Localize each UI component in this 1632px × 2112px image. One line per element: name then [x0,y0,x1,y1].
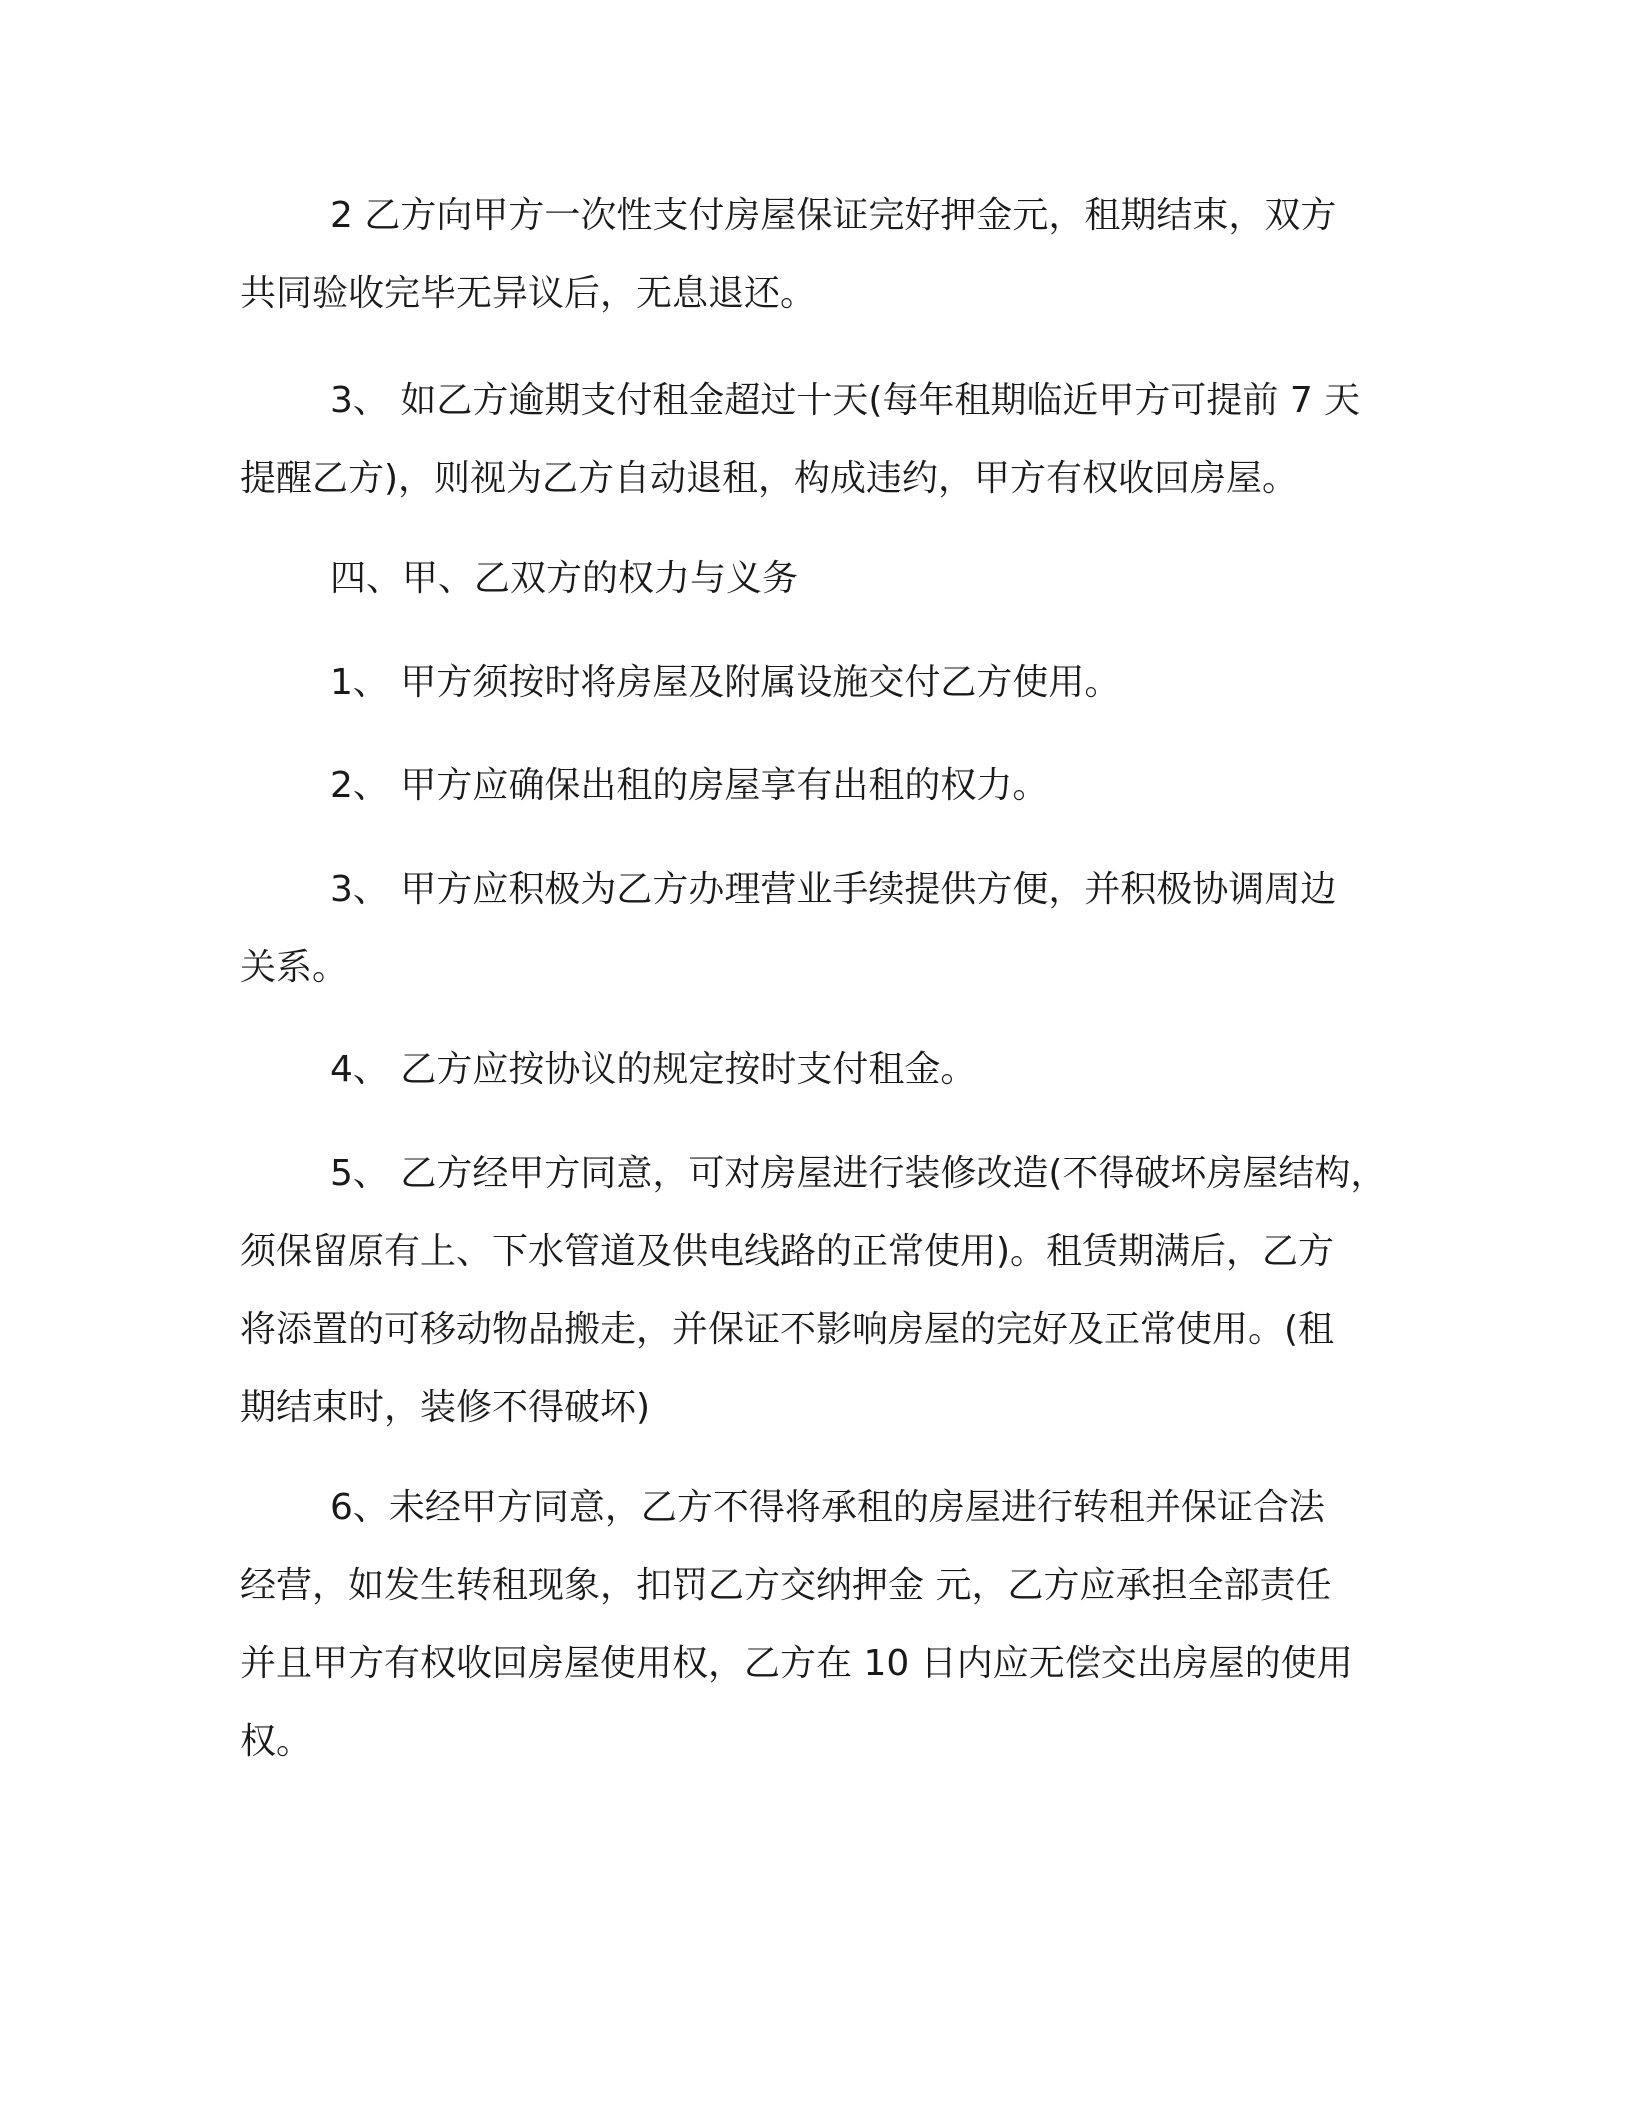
paragraph-deposit-line-2: 共同验收完毕无异议后，无息退还。 [240,273,817,314]
obligation-item-3-line-1: 3、 甲方应积极为乙方办理营业手续提供方便，并积极协调周边 [330,869,1337,910]
obligation-item-4: 4、 乙方应按协议的规定按时支付租金。 [330,1049,977,1090]
obligation-item-5-line-3: 将添置的可移动物品搬走，并保证不影响房屋的完好及正常使用。(租 [240,1309,1335,1350]
obligation-item-6-line-2: 经营，如发生转租现象，扣罚乙方交纳押金 元，乙方应承担全部责任 [240,1565,1332,1606]
obligation-item-5-line-4: 期结束时，装修不得破坏) [240,1387,651,1428]
obligation-item-3-line-2: 关系。 [240,947,349,988]
obligation-item-5-line-2: 须保留原有上、下水管道及供电线路的正常使用)。租赁期满后，乙方 [240,1231,1335,1272]
obligation-item-6-line-1: 6、未经甲方同意，乙方不得将承租的房屋进行转租并保证合法 [330,1487,1325,1528]
paragraph-late-payment-line-2: 提醒乙方)，则视为乙方自动退租，构成违约，甲方有权收回房屋。 [240,458,1299,499]
paragraph-deposit-line-1: 2 乙方向甲方一次性支付房屋保证完好押金元，租期结束，双方 [330,195,1337,236]
obligation-item-1: 1、 甲方须按时将房屋及附属设施交付乙方使用。 [330,662,1121,703]
obligation-item-6-line-3: 并且甲方有权收回房屋使用权，乙方在 10 日内应无偿交出房屋的使用 [240,1643,1353,1684]
obligation-item-6-line-4: 权。 [240,1721,313,1762]
obligation-item-5-line-1: 5、 乙方经甲方同意，可对房屋进行装修改造(不得破坏房屋结构， [330,1153,1387,1194]
paragraph-late-payment-line-1: 3、 如乙方逾期支付租金超过十天(每年租期临近甲方可提前 7 天 [330,380,1361,421]
obligation-item-2: 2、 甲方应确保出租的房屋享有出租的权力。 [330,765,1049,806]
section-heading: 四、甲、乙双方的权力与义务 [330,558,799,599]
